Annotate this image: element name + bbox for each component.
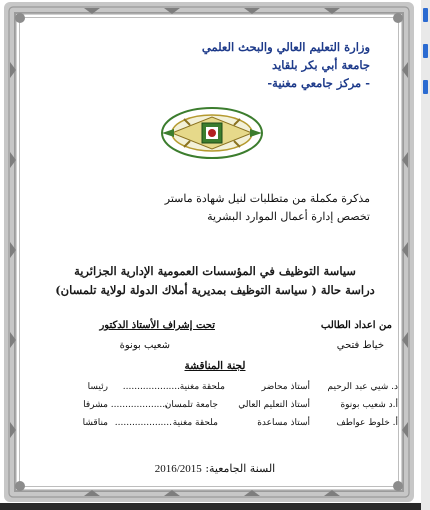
student-label: من اعداد الطالب (320, 320, 392, 331)
thesis-title (20, 262, 410, 300)
thesis-description (70, 190, 370, 226)
supervisor-name: شعيب بونوة (119, 340, 170, 351)
bottom-edge (0, 503, 421, 510)
member-name: أ.د شعيب بونوة (340, 400, 398, 410)
scroll-marker (423, 80, 428, 94)
university-line: جامعة أبي بكر بلقايد (272, 58, 370, 72)
title-line-1: سياسة التوظيف في المؤسسات العمومية الإدارية الجزائرية (74, 264, 356, 278)
member-name: أ. خلوط عواطف (336, 418, 398, 428)
member-dots: .................... (114, 418, 172, 428)
academic-year-label: السنة الجامعية: (205, 462, 276, 475)
member-dots: .................... (110, 400, 168, 410)
specialization-line: تخصص إدارة أعمال الموارد البشرية (207, 210, 370, 223)
member-role: مناقشا (82, 418, 108, 428)
center-line: - مركز جامعي مغنية- (267, 76, 370, 90)
member-role: رئيسا (87, 382, 108, 392)
degree-line: مذكرة مكملة من متطلبات لنيل شهادة ماستر (164, 192, 370, 205)
member-institution: جامعة تلمسان (164, 400, 218, 410)
academic-year (0, 462, 430, 475)
title-line-2: دراسة حالة ( سياسة التوظيف بمديرية أملاك الدولة لولاية تلمسان) (55, 283, 375, 297)
member-name: د. شيي عبد الرحيم (327, 382, 398, 392)
member-role: مشرفا (83, 400, 108, 410)
scroll-marker (423, 8, 428, 22)
member-institution: ملحقة مغنية (172, 418, 218, 428)
university-emblem-icon (160, 95, 265, 170)
ministry-line: وزارة التعليم العالي والبحث العلمي (201, 40, 370, 54)
member-institution: ملحقة مغنية (179, 382, 225, 392)
academic-year-value: 2016/2015 (154, 463, 202, 475)
member-dots: .................... (122, 382, 180, 392)
supervisor-label: تحت إشراف الأستاذ الدكتور (99, 320, 215, 331)
scroll-marker (423, 44, 428, 58)
student-name: خياط فتحي (336, 340, 384, 351)
member-rank: أستاذ التعليم العالي (238, 400, 310, 410)
scrollbar-track[interactable] (421, 0, 430, 510)
member-rank: أستاذ محاضر (261, 382, 310, 392)
committee-heading: لجنة المناقشة (184, 360, 246, 372)
institution-header (70, 38, 370, 92)
member-rank: أستاذ مساعدة (257, 418, 310, 428)
